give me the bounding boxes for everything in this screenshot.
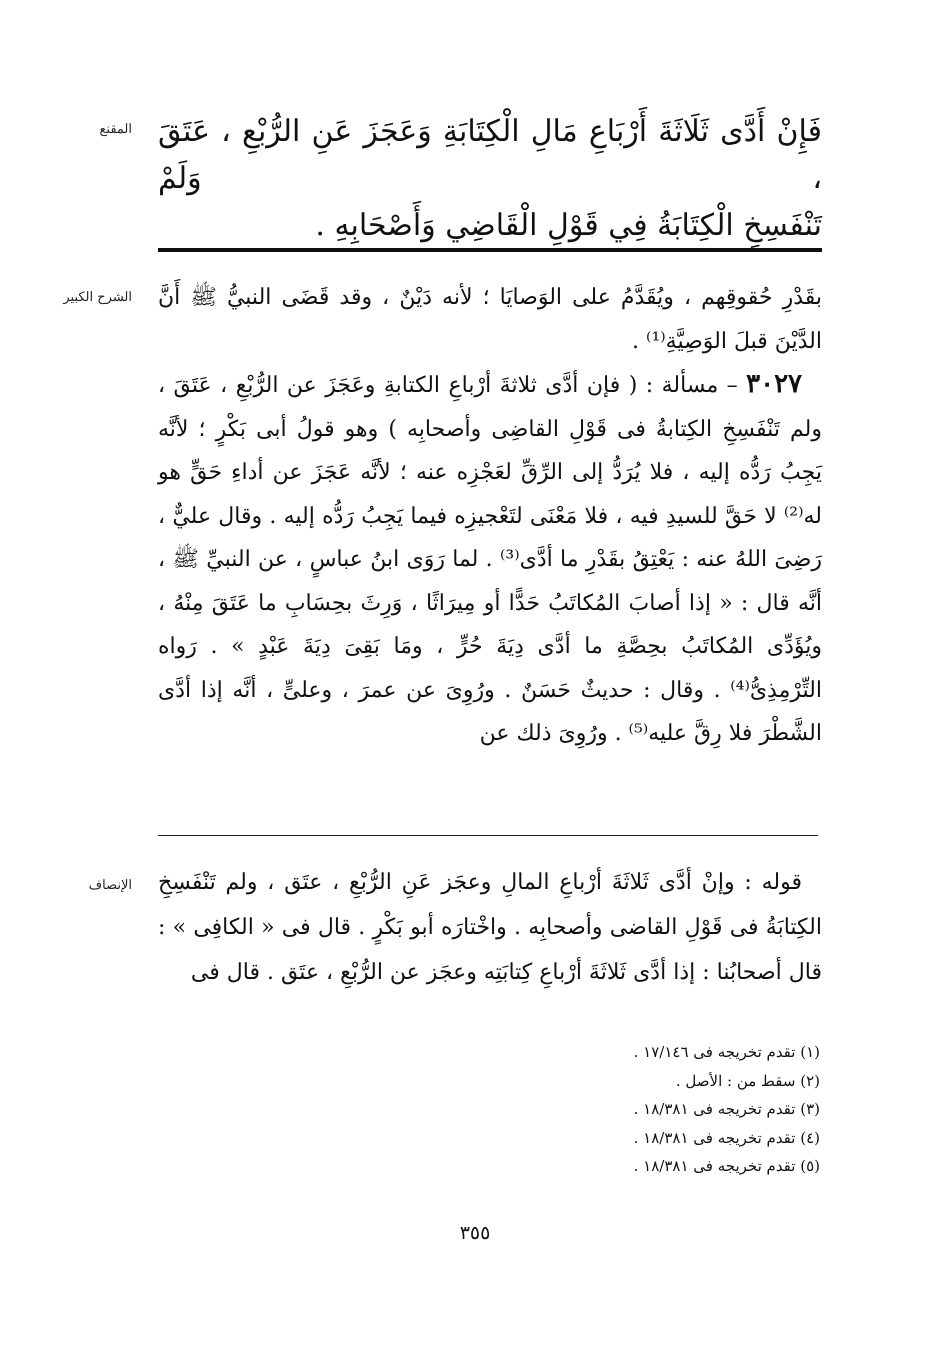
issue-number: ٣٠٢٧ [746, 369, 802, 399]
muqni-text [158, 108, 822, 249]
section-label-sharh: الشرح الكبير [63, 290, 132, 305]
sharh-text [158, 276, 822, 756]
footnote-4: (٤) تقدم تخريجه فى ١٨/٣٨١ . [633, 1128, 820, 1147]
muqni-line-1: فَإِنْ أَدَّى ثَلَاثَةَ أَرْبَاعِ مَالِ الْكِتَابَةِ وَعَجَزَ عَنِ الرُّبْعِ ، عَتَقَ ، وَلَمْ [158, 114, 822, 196]
sharh-issue-text: – مسألة : ( فإن أدَّى ثلاثةَ أرْباعِ الكتابةِ وعَجَزَ عن الرُّبْعِ ، عَتَقَ ، ولم تَنْفَسِخِ الكِتابةُ فى قَوْلِ القاضِى وأصحابِه ) وهو قولُ أبى بَكْرٍ ؛ لأنَّه يَجِبُ رَدُّه إليه ، فلا يُرَدُّ إلى الرِّقِّ لعَجْزِه عنه ؛ لأنَّه عَجَزَ عن أداءِ حَقٍّ هو له⁽²⁾ لا حَقَّ للسيدِ فيه ، فلا مَعْنَى لتَعْجيزِه فيما يَجِبُ رَدُّه إليه . وقال عليٌّ ، رَضِىَ اللهُ عنه : يَعْتِقُ بقَدْرِ ما أدَّى⁽³⁾ . لما رَوَى ابنُ عباسٍ ، عن النبيِّ ﷺ ، أنَّه قال : « إذا أصابَ المُكاتَبُ حَدًّا أو مِيرَاثًا ، وَرِثَ بحِسَابِ ما عَتَقَ مِنْهُ ، ويُؤَدِّى المُكاتَبُ بحِصَّةِ ما أدَّى دِيَةَ حُرٍّ ، ومَا بَقِىَ دِيَةَ عَبْدٍ » . رَواه التِّرْمِذِىُّ⁽⁴⁾ . وقال : حديثٌ حَسَنٌ . ورُوِىَ عن عمرَ ، وعلىٍّ ، أنَّه إذا أدَّى الشَّطْرَ فلا رِقَّ عليه⁽⁵⁾ . ورُوِىَ ذلك عن [158, 373, 822, 746]
sharh-paragraph-1: بقَدْرِ حُقوقِهم ، ويُقَدَّمُ على الوَصايَا ؛ لأنه دَيْنٌ ، وقد قَضَى النبيُّ ﷺ أَنَّ الدَّيْنَ قبلَ الوَصِيَّةِ⁽¹⁾ . [158, 285, 822, 354]
insaf-paragraph: قوله : وإنْ أدَّى ثَلاثَةَ أرْباعِ المالِ وعجَز عَنِ الرُّبْعِ ، عتَق ، ولم تَنْفَسِخِ الكِتابَةُ فى قَوْلِ القاضى وأصحابِه . واخْتارَه أبو بَكْرٍ . قال فى « الكافِى » : قال أصحابُنا : إذا أدَّى ثَلاثَةَ أرْباعِ كِتابَتِه وعجَز عن الرُّبْعِ ، عتَق . قال فى [158, 870, 822, 985]
footnote-3: (٣) تقدم تخريجه فى ١٨/٣٨١ . [633, 1100, 820, 1118]
section-divider [158, 248, 822, 252]
insaf-text [158, 860, 822, 995]
footnote-5: (٥) تقدم تخريجه فى ١٨/٣٨١ . [633, 1157, 820, 1175]
page-number: ٣٥٥ [459, 1222, 491, 1244]
section-label-insaf: الإنصاف [88, 878, 132, 893]
sharh-paragraph-2 [158, 363, 822, 756]
footnote-1: (١) تقدم تخريجه فى ١٧/١٤٦ . [633, 1043, 820, 1061]
section-label-muqni: المقنع [99, 122, 132, 137]
footnotes [634, 1038, 820, 1181]
muqni-line-2: تَنْفَسِخِ الْكِتَابَةُ فِي قَوْلِ الْقَاضِي وَأَصْحَابِهِ . [315, 208, 822, 243]
section-divider-thin [158, 835, 818, 836]
footnote-2: (٢) سقط من : الأصل . [675, 1071, 820, 1090]
